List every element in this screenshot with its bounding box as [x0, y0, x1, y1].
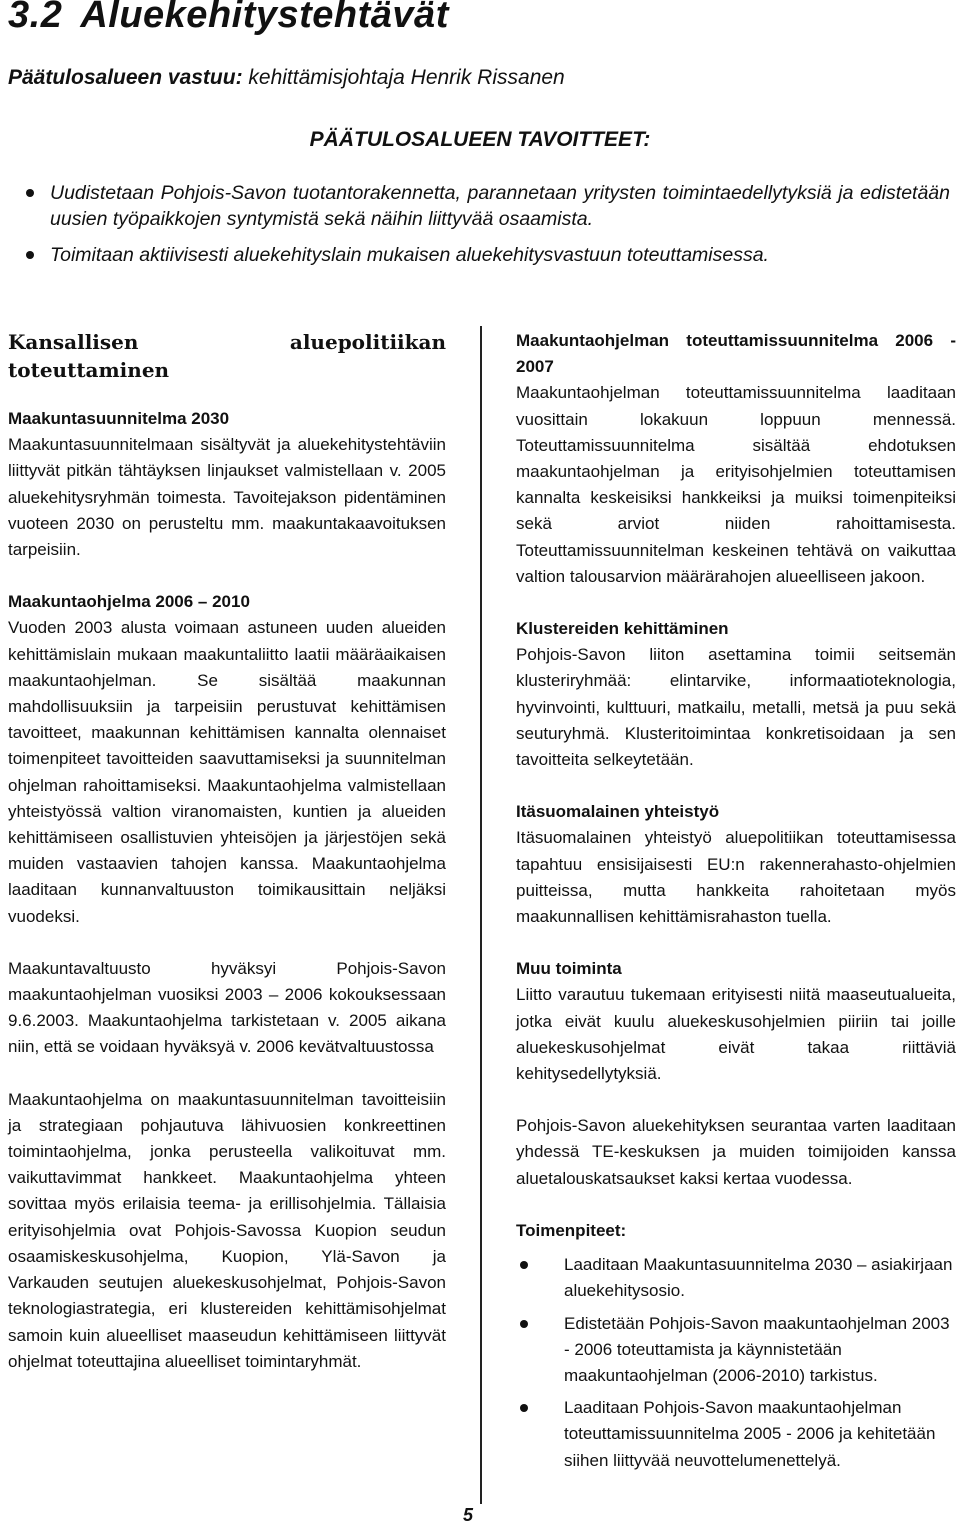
implementation-plan-title: Maakuntaohjelman toteuttamissuunnitelma 2006 - 2007: [516, 331, 956, 377]
responsibility-line: [8, 66, 565, 90]
approval-paragraph: Maakuntavaltuusto hyväksyi Pohjois-Savon maakuntaohjelman vuosiksi 2003 – 2006 kokouksessaan 9.6.2003. Maakuntaohjelma tarkistetaan v. 2005 aikana niin, että se voidaan hyväksyä v. 2006 kevätvaltuustossa: [8, 958, 446, 1057]
other-block: [516, 956, 956, 1087]
goal-text: Toimitaan aktiivisesti aluekehityslain mukaisen aluekehitysvastuun toteuttamisessa.: [50, 244, 769, 266]
eastern-finland-text: Itäsuomalainen yhteistyö aluepolitiikan toteuttamisessa tapahtuu ensisijaisesti EU:n rakennerahasto-ohjelmien puitteissa, mutta hankkeita rahoitetaan myös maakunnallisen kehittämisrahaston tuella.: [516, 828, 956, 927]
goal-item: [22, 242, 950, 268]
approval-block: [8, 956, 446, 1061]
goal-text: Uudistetaan Pohjois-Savon tuotantorakennetta, parannetaan yritysten toimintaedellytyksiä ja edistetään uusien työpaikkojen syntymistä sekä näihin liittyvää osaamista.: [50, 182, 950, 230]
plan-2030-text: Maakuntasuunnitelmaan sisältyvät ja aluekehitystehtäviin liittyvät pitkän tähtäyksen linjaukset valmistellaan v. 2005 aluekehitysryhmän toimesta. Tavoitejakson pidentäminen vuoteen 2030 on perusteltu mm. maakuntakaavoituksen tarpeisiin.: [8, 435, 446, 560]
program-text: Vuoden 2003 alusta voimaan astuneen uuden alueiden kehittämislain mukaan maakuntaliitto laatii määräaikaisen maakuntaohjelman. Se sisältää maakunnan mahdollisuuksiin ja tarpeisiin perustuvat kehittämisen tavoitteet, maakunnan kehittämisen kannalta olennaiset toimenpiteet tavoitteiden saavuttamiseksi ja suunnitelman ohjelman rahoittamiseksi. Maakuntaohjelma valmistellaan yhteistyössä valtion viranomaisten, kuntien ja alueiden kehittämiseen osallistuvien yhteisöjen ja järjestöjen sekä muiden vastaavien tahojen kanssa. Maakuntaohjelma laaditaan kunnanvaltuuston toimikausittain neljäksi vuodeksi.: [8, 618, 446, 926]
monitoring-paragraph: Pohjois-Savon aluekehityksen seurantaa varten laaditaan yhdessä TE-keskuksen ja muiden toimijoiden kanssa aluetalouskatsaukset kaksi kertaa vuodessa.: [516, 1116, 956, 1188]
actions-title: Toimenpiteet:: [516, 1220, 627, 1240]
section-title: Aluekehitystehtävät: [80, 0, 449, 36]
goal-item: [22, 180, 950, 232]
other-title: Muu toiminta: [516, 959, 622, 979]
bullet-icon: [26, 189, 34, 197]
program-block: [8, 589, 446, 930]
bullet-icon: [26, 251, 34, 259]
plan-2030-block: [8, 406, 446, 563]
right-column: [516, 328, 956, 1474]
eastern-finland-block: [516, 799, 956, 930]
national-policy-title: Kansallisen aluepolitiikan toteuttaminen: [8, 330, 446, 382]
action-item: [516, 1395, 956, 1474]
responsibility-text: kehittämisjohtaja Henrik Rissanen: [242, 66, 565, 89]
clusters-title: Klustereiden kehittäminen: [516, 619, 729, 639]
clusters-block: [516, 616, 956, 773]
responsibility-label: Päätulosalueen vastuu:: [8, 66, 243, 89]
action-text: Laaditaan Pohjois-Savon maakuntaohjelman toteuttamissuunnitelma 2005 - 2006 ja kehitetään siihen liittyvää neuvottelumenettelyä.: [564, 1398, 936, 1470]
left-column: [8, 328, 446, 1375]
goals-title: [0, 128, 960, 152]
page-number: 5: [463, 1505, 474, 1525]
action-item: [516, 1311, 956, 1390]
monitoring-block: [516, 1113, 956, 1192]
section-heading: [8, 0, 449, 37]
other-text: Liitto varautuu tukemaan erityisesti niitä maaseutualueita, jotka eivät kuulu aluekeskusohjelmien piiriin tai joille aluekeskusohjelmat eivät takaa riittäviä kehitysedellytyksiä.: [516, 985, 956, 1084]
bullet-icon: [520, 1320, 528, 1328]
action-text: Edistetään Pohjois-Savon maakuntaohjelman 2003 - 2006 toteuttamista ja käynnistetään maakuntaohjelman (2006-2010) tarkistus.: [564, 1313, 950, 1385]
programs-block: [8, 1087, 446, 1375]
bullet-icon: [520, 1404, 528, 1412]
implementation-plan-text: Maakuntaohjelman toteuttamissuunnitelma laaditaan vuosittain lokakuun loppuun mennessä. Toteuttamissuunnitelma sisältää ehdotuksen maakuntaohjelman ja erityisohjelmien toteuttamisen kannalta keskeisiksi hankkeiksi ja muiksi toimenpiteiksi sekä arviot niiden rahoittamisesta. Toteuttamissuunnitelman keskeinen tehtävä on vaikuttaa valtion talousarvion määrärahojen alueelliseen jakoon.: [516, 383, 956, 586]
program-title: Maakuntaohjelma 2006 – 2010: [8, 592, 250, 612]
implementation-plan-block: [516, 328, 956, 590]
actions-block: [516, 1218, 956, 1474]
eastern-finland-title: Itäsuomalainen yhteistyö: [516, 802, 720, 822]
actions-list: [516, 1252, 956, 1474]
plan-2030-title: Maakuntasuunnitelma 2030: [8, 409, 230, 428]
action-item: [516, 1252, 956, 1304]
programs-paragraph: Maakuntaohjelma on maakuntasuunnitelman tavoitteisiin ja strategiaan pohjautuva lähivuosien konkreettinen toimintaohjelma, jonka perusteella valikoituvat mm. vaikuttavimmat hankkeet. Maakuntaohjelma yhteen sovittaa myös erilaisia teema- ja erillisohjelmia. Tällaisia erityisohjelmia ovat Pohjois-Savossa Kuopion seudun osaamiskeskusohjelma, Kuopion, Ylä-Savon ja Varkauden seutujen aluekeskusohjelmat, Pohjois-Savon teknologiastrategia, eri klustereiden kehittämisohjelmat samoin kuin alueelliset maaseudun kehittämiseen liittyvät ohjelmat toteuttajina alueelliset toimintaryhmät.: [8, 1089, 446, 1371]
clusters-text: Pohjois-Savon liiton asettamina toimii seitsemän klusteriryhmää: elintarvike, informaatioteknologia, hyvinvointi, kulttuuri, matkailu, metalli, metsä ja puu sekä seuturyhmä. Klusteritoimintaa konkretisoidaan ja sen tavoitteita selkeytetään.: [516, 645, 956, 770]
bullet-icon: [520, 1261, 528, 1269]
section-number: 3.2: [8, 0, 63, 36]
goals-title-text: PÄÄTULOSALUEEN TAVOITTEET:: [309, 128, 651, 151]
goals-list: [22, 180, 950, 268]
column-divider: [480, 326, 482, 1504]
action-text: Laaditaan Maakuntasuunnitelma 2030 – asiakirjaan aluekehitysosio.: [564, 1255, 953, 1301]
